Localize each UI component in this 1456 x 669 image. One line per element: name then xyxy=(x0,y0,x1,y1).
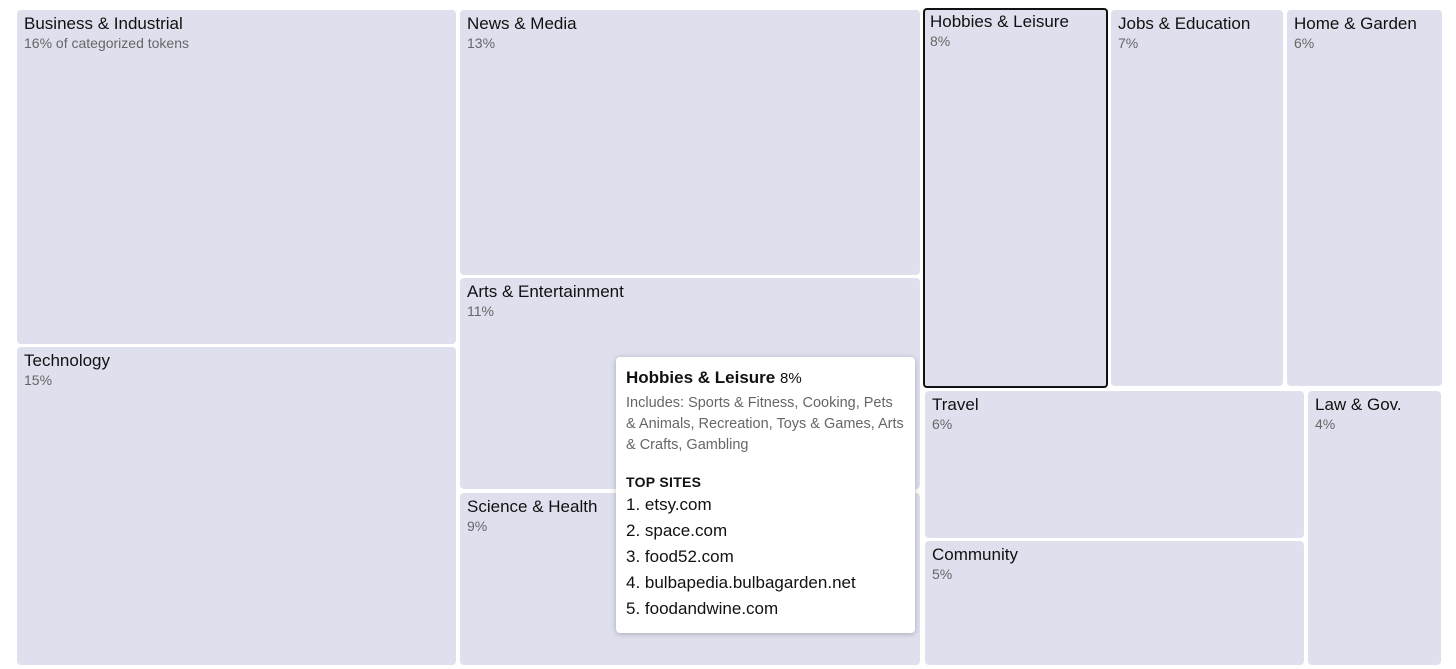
cell-percent: 5% xyxy=(932,566,953,582)
cell-percent: 15% xyxy=(24,372,53,388)
treemap-cell-hobbies-and-leisure[interactable] xyxy=(923,8,1108,388)
tooltip-top-sites-list xyxy=(626,492,905,622)
tooltip-header xyxy=(626,368,905,389)
treemap-cell-news-and-media[interactable] xyxy=(460,10,920,275)
cell-label: Business & Industrial xyxy=(24,14,183,33)
treemap-cell-home-and-garden[interactable] xyxy=(1287,10,1442,386)
top-site-item: 5. foodandwine.com xyxy=(626,599,779,618)
cell-percent: 11% xyxy=(467,303,494,319)
cell-label: Home & Garden xyxy=(1294,14,1417,33)
cell-label: Law & Gov. xyxy=(1315,395,1402,414)
treemap-cell-law-and-gov[interactable] xyxy=(1308,391,1441,665)
cell-label: Travel xyxy=(932,395,979,414)
cell-label: Jobs & Education xyxy=(1118,14,1251,33)
treemap-cell-travel[interactable] xyxy=(925,391,1304,538)
cell-percent: 6% xyxy=(1294,35,1315,51)
treemap-cell-business-and-industrial[interactable] xyxy=(17,10,456,344)
tooltip-top-sites-title: TOP SITES xyxy=(626,474,702,490)
cell-label: Hobbies & Leisure xyxy=(930,12,1069,31)
cell-percent: 13% xyxy=(467,35,496,51)
top-site-item: 4. bulbapedia.bulbagarden.net xyxy=(626,573,856,592)
tooltip-category-name: Hobbies & Leisure xyxy=(626,368,776,387)
cell-label: News & Media xyxy=(467,14,577,33)
treemap-cell-community[interactable] xyxy=(925,541,1304,665)
cell-percent: 7% xyxy=(1118,35,1139,51)
tooltip-includes: Includes: Sports & Fitness, Cooking, Pets & Animals, Recreation, Toys & Games, Arts & Crafts, Gambling xyxy=(626,395,904,453)
tooltip xyxy=(616,357,915,633)
cell-percent: 8% xyxy=(930,33,951,49)
cell-percent: 4% xyxy=(1315,416,1336,432)
tooltip-category-pct: 8% xyxy=(780,370,802,387)
treemap-cell-technology[interactable] xyxy=(17,347,456,665)
cell-percent: 9% xyxy=(467,518,488,534)
top-site-item: 2. space.com xyxy=(626,521,728,540)
cell-percent: 6% xyxy=(932,416,953,432)
treemap-cell-jobs-and-education[interactable] xyxy=(1111,10,1283,386)
cell-label: Community xyxy=(932,545,1018,564)
cell-label: Arts & Entertainment xyxy=(467,282,624,301)
cell-label: Science & Health xyxy=(467,497,598,516)
cell-label: Technology xyxy=(24,351,111,370)
top-site-item: 1. etsy.com xyxy=(626,495,712,514)
top-site-item: 3. food52.com xyxy=(626,547,734,566)
cell-percent: 16% of categorized tokens xyxy=(24,35,189,51)
